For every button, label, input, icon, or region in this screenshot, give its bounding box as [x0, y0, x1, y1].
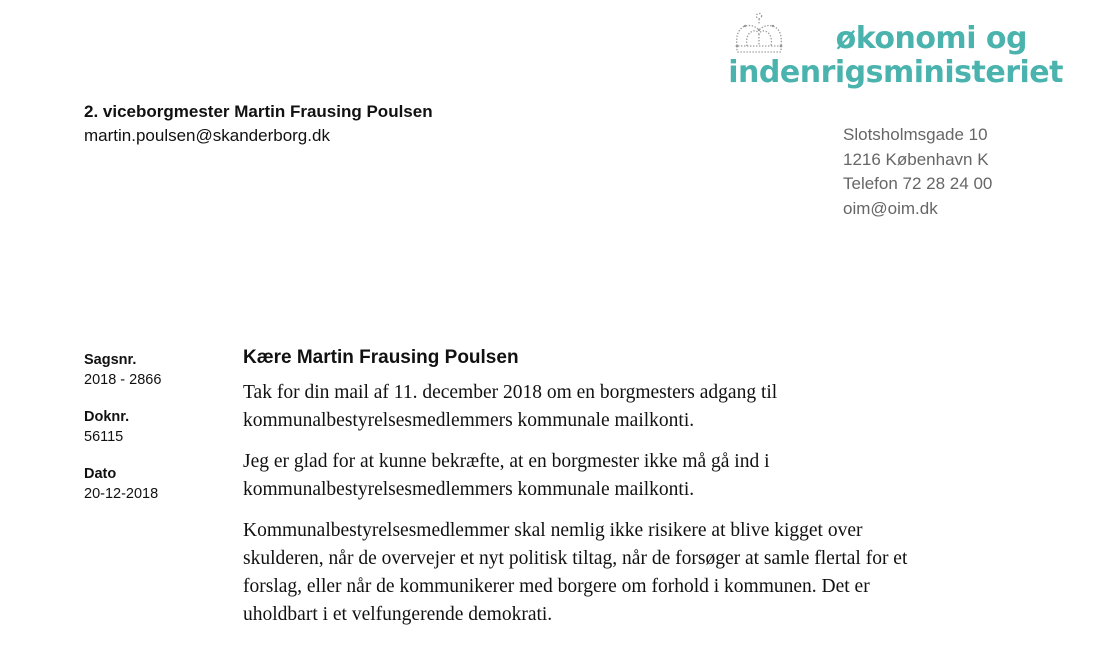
meta-label: Doknr.: [84, 409, 130, 425]
paragraph-line: skulderen, når de overvejer et nyt politisk tiltag, når de forsøger at samle flertal for et: [243, 548, 908, 569]
ministry-logo: [728, 8, 1063, 98]
paragraph-line: kommunalbestyrelsesmedlemmers kommunale mailkonti.: [243, 479, 695, 500]
paragraph-line: Tak for din mail af 11. december 2018 om en borgmesters adgang til: [243, 382, 778, 403]
sender-phone: Telefon 72 28 24 00: [843, 174, 993, 193]
meta-value: 20-12-2018: [84, 486, 159, 502]
recipient-name: 2. viceborgmester Martin Frausing Poulsen: [84, 102, 433, 121]
meta-label: Dato: [84, 466, 117, 482]
paragraph-line: forslag, eller når de kommunikerer med borgere om forhold i kommunen. Det er: [243, 576, 870, 597]
paragraph-1: [243, 379, 1043, 435]
paragraph-2: [243, 448, 1043, 504]
sender-street: Slotsholmsgade 10: [843, 125, 988, 144]
recipient-email: martin.poulsen@skanderborg.dk: [84, 126, 330, 145]
case-meta: [84, 350, 161, 521]
ministry-name-line1: økonomi og: [835, 21, 1027, 56]
paragraph-line: uholdbart i et velfungerende demokrati.: [243, 604, 553, 625]
letter-body: [243, 345, 1043, 642]
meta-document-number: [84, 407, 161, 447]
meta-label: Sagsnr.: [84, 352, 137, 368]
ministry-name-line2: indenrigsministeriet: [728, 55, 1063, 90]
recipient-block: [84, 100, 433, 148]
sender-address: [843, 123, 992, 221]
ministry-name: [728, 21, 1063, 90]
sender-city: 1216 København K: [843, 149, 989, 169]
paragraph-3: [243, 517, 1043, 629]
sender-email: oim@oim.dk: [843, 198, 938, 218]
paragraph-line: Kommunalbestyrelsesmedlemmer skal nemlig ikke risikere at blive kigget over: [243, 520, 863, 541]
paragraph-line: kommunalbestyrelsesmedlemmers kommunale mailkonti.: [243, 410, 695, 431]
meta-value: 56115: [84, 429, 124, 445]
meta-value: 2018 - 2866: [84, 372, 162, 388]
salutation: Kære Martin Frausing Poulsen: [243, 347, 519, 368]
meta-case-number: [84, 350, 161, 390]
paragraph-line: Jeg er glad for at kunne bekræfte, at en borgmester ikke må gå ind i: [243, 451, 770, 472]
meta-date: [84, 464, 161, 504]
